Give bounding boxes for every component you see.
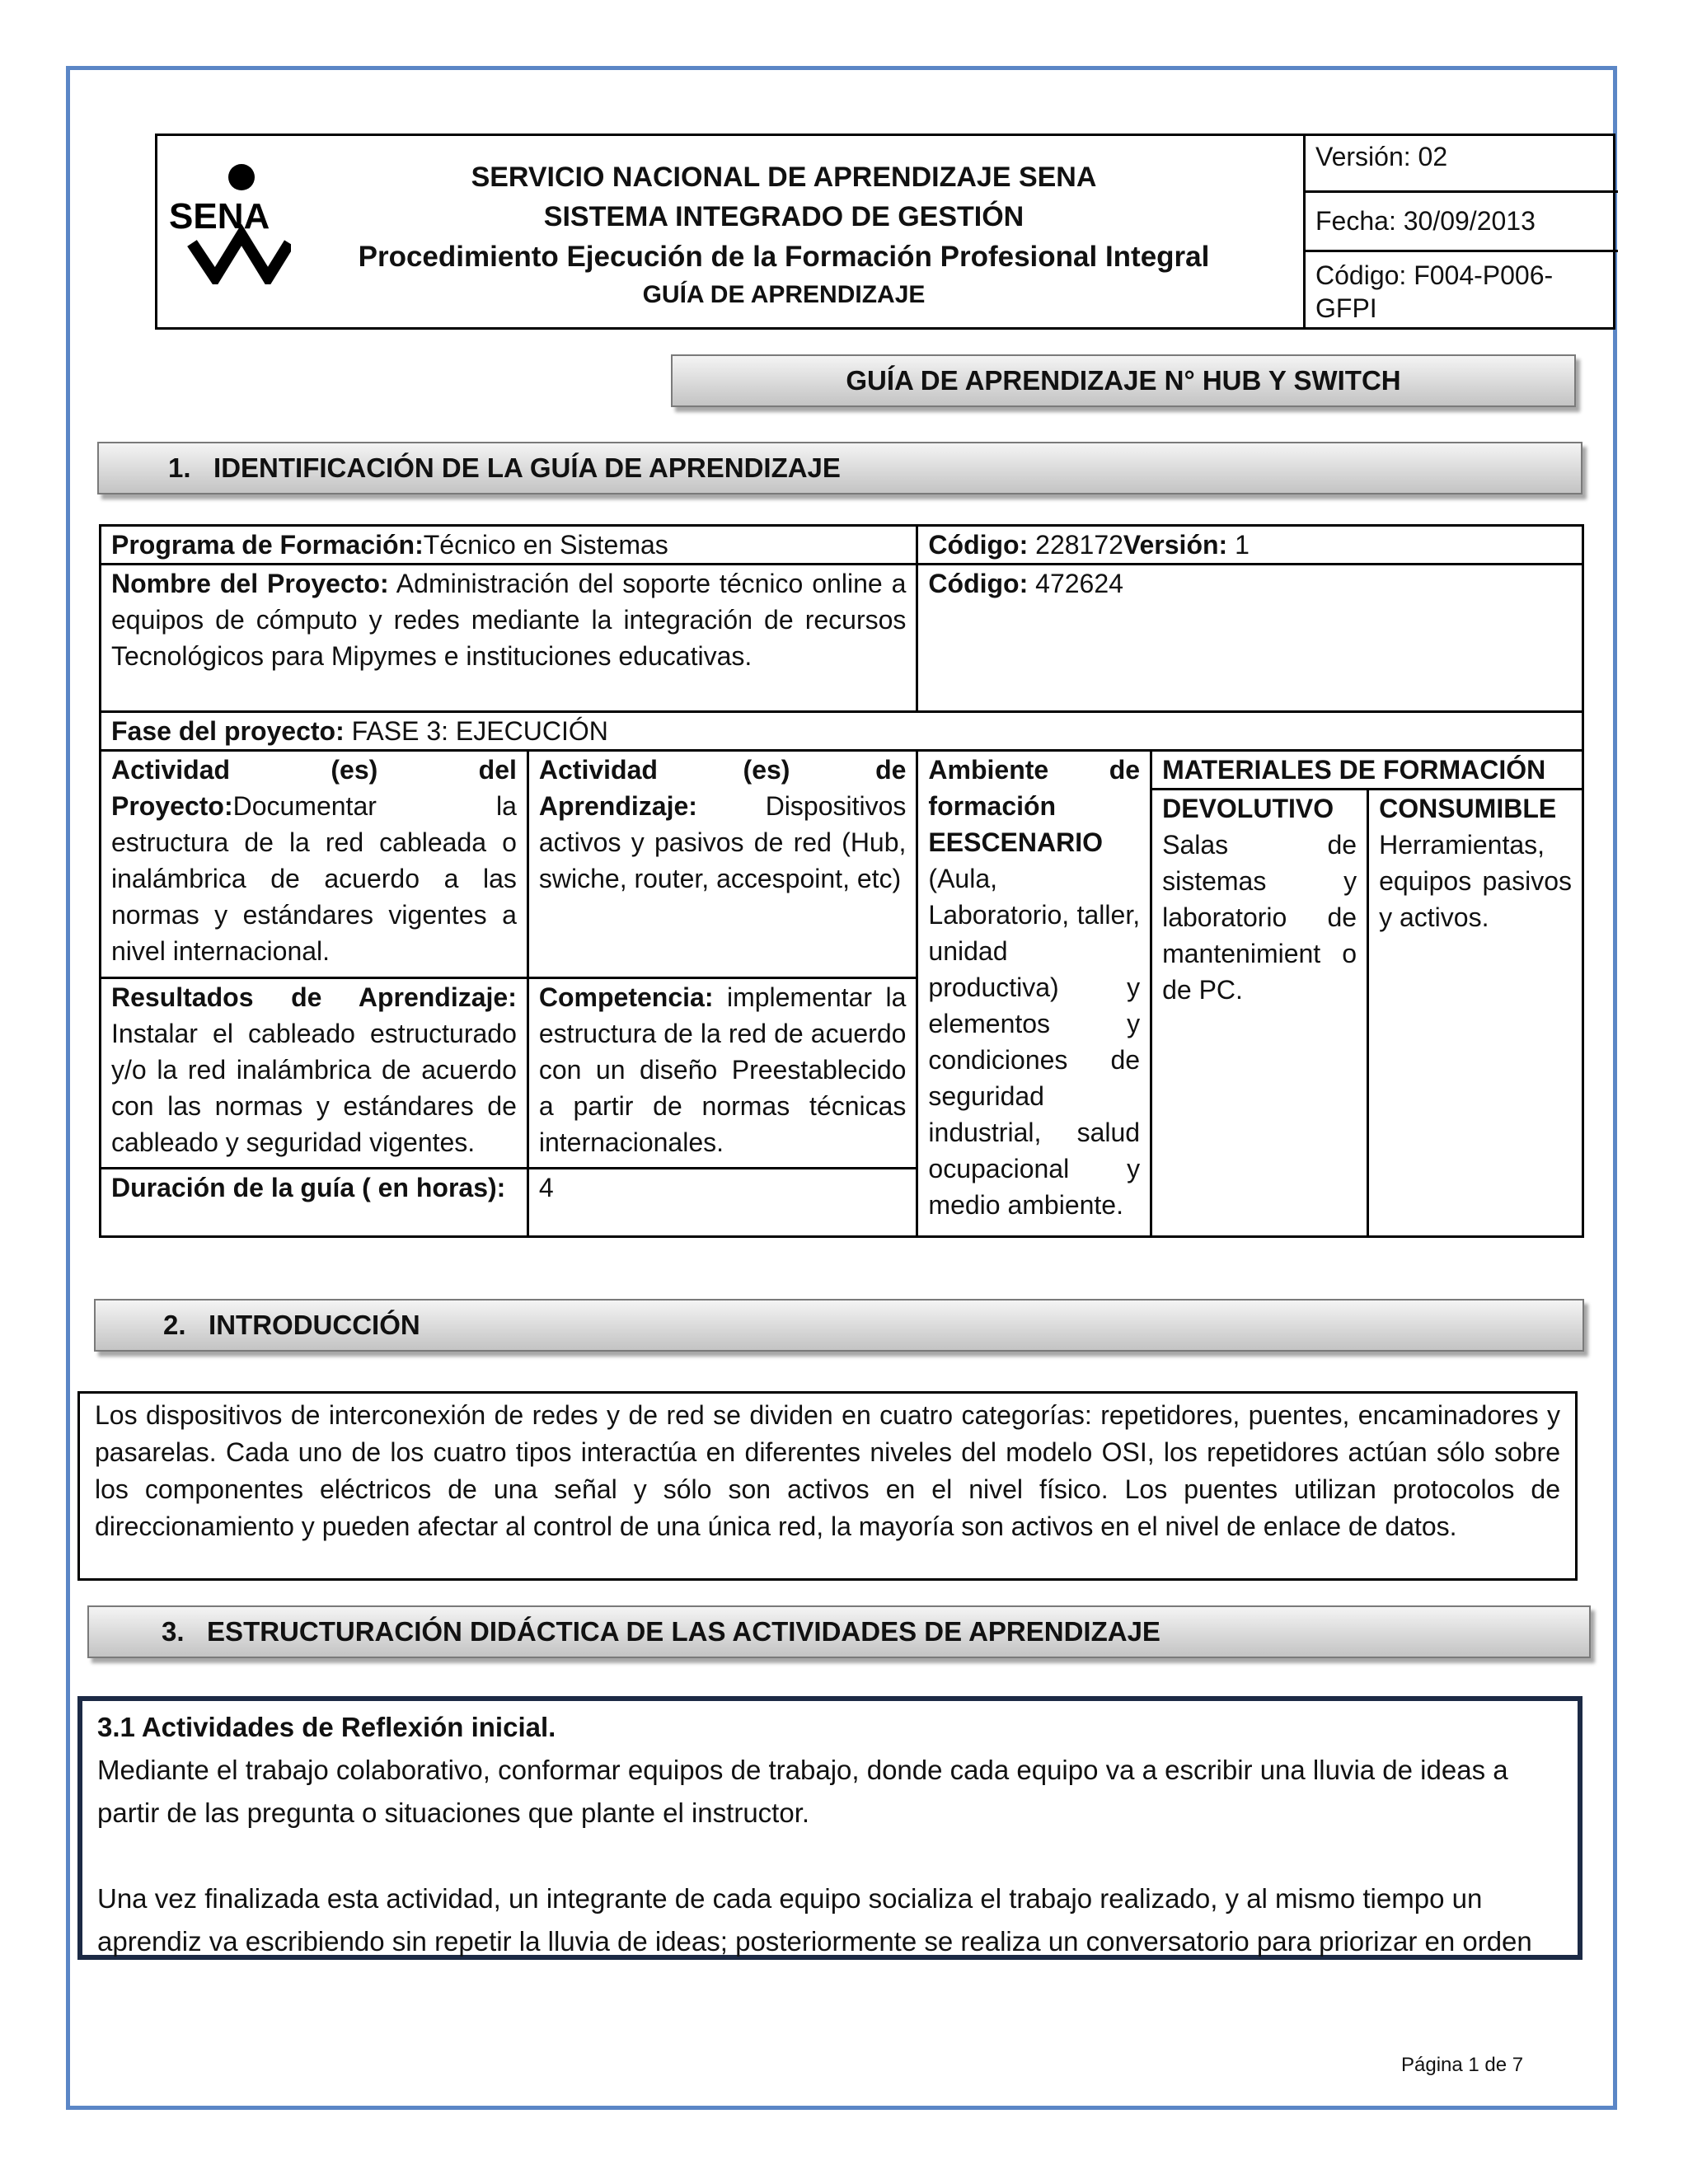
guide-title-bar [671,354,1576,407]
sena-logo [167,161,291,284]
duration-label: Duración de la guía ( en horas): [111,1173,506,1202]
materials-label: MATERIALES DE FORMACIÓN [1162,755,1546,785]
learning-activity-label: Actividad (es) de Aprendizaje: [538,755,907,821]
section1-title: IDENTIFICACIÓN DE LA GUÍA DE APRENDIZAJE [213,452,841,483]
date-label: Fecha: 30/09/2013 [1306,193,1618,252]
duration-value-cell [528,1169,917,1237]
environment-cell [917,751,1151,1237]
version-field-value: 1 [1227,530,1250,560]
system-name: SISTEMA INTEGRADO DE GESTIÓN [543,201,1025,232]
devolutivo-column [1152,790,1369,1235]
devolutivo-label: DEVOLUTIVO [1162,794,1334,823]
procedure-name: Procedimiento Ejecución de la Formación Profesional Integral [358,241,1210,273]
project-activity-label: Actividad (es) del Proyecto: [111,755,517,821]
section2-title: INTRODUCCIÓN [209,1310,420,1340]
phase-label: Fase del proyecto: [111,716,345,746]
consumible-column [1369,790,1582,1235]
section1-bar [97,442,1582,494]
project-activity-cell [101,751,528,978]
competence-value: implementar la estructura de la red de acuerdo con un diseño Preestablecido a partir de normas técnicas internacionales. [538,982,907,1158]
project-code-cell [917,565,1583,712]
introduction-text: Los dispositivos de interconexión de redes y de red se dividen en cuatro categorías: repetidores, puentes, encaminadores y pasarelas. Cada uno de los cuatro tipos interactúa en diferentes niveles del modelo OSI, los repetidores actúan sólo sobre los componentes eléctricos de una señal y sólo son activos en el nivel físico. Los puentes utilizan protocolos de direccionamiento y pueden afectar al control de una única red, la mayoría son activos en el nivel de enlace de datos. [77,1391,1578,1581]
activity-subtitle: 3.1 Actividades de Reflexión inicial. [97,1712,556,1742]
project-label: Nombre del Proyecto: [111,569,389,598]
phase-value: FASE 3: EJECUCIÓN [344,716,608,746]
environment-label: Ambiente de formación EESCENARIO [928,755,1141,857]
project-code-label: Código: [928,569,1029,598]
project-value: Administración del soporte técnico online a equipos de cómputo y redes mediante la integración de recursos Tecnológicos para Mipymes e instituciones educativas. [111,569,907,671]
program-cell [101,526,917,565]
doc-type: GUÍA DE APRENDIZAJE [642,281,926,308]
section3-title: ESTRUCTURACIÓN DIDÁCTICA DE LAS ACTIVIDADES DE APRENDIZAJE [207,1616,1160,1647]
phase-cell [101,712,1583,751]
table-row [101,526,1583,565]
program-code-value: 228172 [1028,530,1123,560]
duration-label-cell [101,1169,528,1237]
page-number: Página 1 de 7 [1401,2054,1524,2076]
learning-activity-value: Dispositivos activos y pasivos de red (Hub, swiche, router, accespoint, etc) [538,791,907,893]
program-code-cell [917,526,1583,565]
activity-paragraph-2: Una vez finalizada esta actividad, un integrante de cada equipo socializa el trabajo realizado, y al mismo tiempo un aprendiz va escribiendo sin repetir la lluvia de ideas; posteriormente se realiza un conversatorio para priorizar en orden [97,1883,1532,1957]
header-titles [298,157,1270,312]
section2-bar [94,1299,1584,1352]
logo-text: SENA [169,196,270,237]
code-label: Código: F004-P006-GFPI [1315,260,1554,323]
program-value: Técnico en Sistemas [423,530,668,560]
identification-table [99,524,1584,1238]
materials-header [1152,752,1582,790]
materials-cell [1151,751,1583,1237]
section1-number: 1. [168,452,191,483]
consumible-label: CONSUMIBLE [1379,794,1557,823]
table-row [101,751,1583,978]
results-value: Instalar el cableado estructurado y/o la red inalámbrica de acuerdo con las normas y estándares de cableado y seguridad vigentes. [111,1019,517,1158]
activity-paragraph-1: Mediante el trabajo colaborativo, conformar equipos de trabajo, donde cada equipo va a escribir una lluvia de ideas a partir de las pregunta o situaciones que plante el instructor. [97,1755,1508,1828]
competence-label: Competencia: [538,982,714,1013]
version-label: Versión: 02 [1306,134,1618,193]
results-label: Resultados de Aprendizaje: [111,982,517,1013]
learning-activity-cell [528,751,917,978]
table-row [101,712,1583,751]
competence-cell [528,978,917,1169]
project-cell [101,565,917,712]
org-name: SERVICIO NACIONAL DE APRENDIZAJE SENA [471,162,1097,193]
project-activity-value: Documentar la estructura de la red cableada o inalámbrica de acuerdo a las normas y estándares vigentes a nivel internacional. [111,791,517,966]
document-header [155,134,1615,330]
section3-number: 3. [162,1616,185,1647]
version-field-label: Versión: [1123,530,1228,560]
consumible-value: Herramientas, equipos pasivos y activos. [1379,830,1572,932]
materials-columns [1152,790,1582,1235]
results-cell [101,978,528,1169]
program-label: Programa de Formación: [111,530,424,560]
guide-title: GUÍA DE APRENDIZAJE N° HUB Y SWITCH [846,365,1401,396]
section3-bar [87,1605,1591,1658]
devolutivo-value: Salas de sistemas y laboratorio de mantenimient o de PC. [1162,830,1357,1005]
activity-box [77,1696,1582,1960]
duration-value: 4 [538,1173,554,1202]
project-code-value: 472624 [1028,569,1123,598]
environment-value: (Aula, Laboratorio, taller, unidad productiva) y elementos y condiciones de seguridad industrial, salud ocupacional y medio ambiente. [928,864,1141,1220]
program-code-label: Código: [928,530,1029,560]
header-meta [1303,134,1618,330]
section2-number: 2. [163,1310,186,1340]
table-row [101,565,1583,712]
